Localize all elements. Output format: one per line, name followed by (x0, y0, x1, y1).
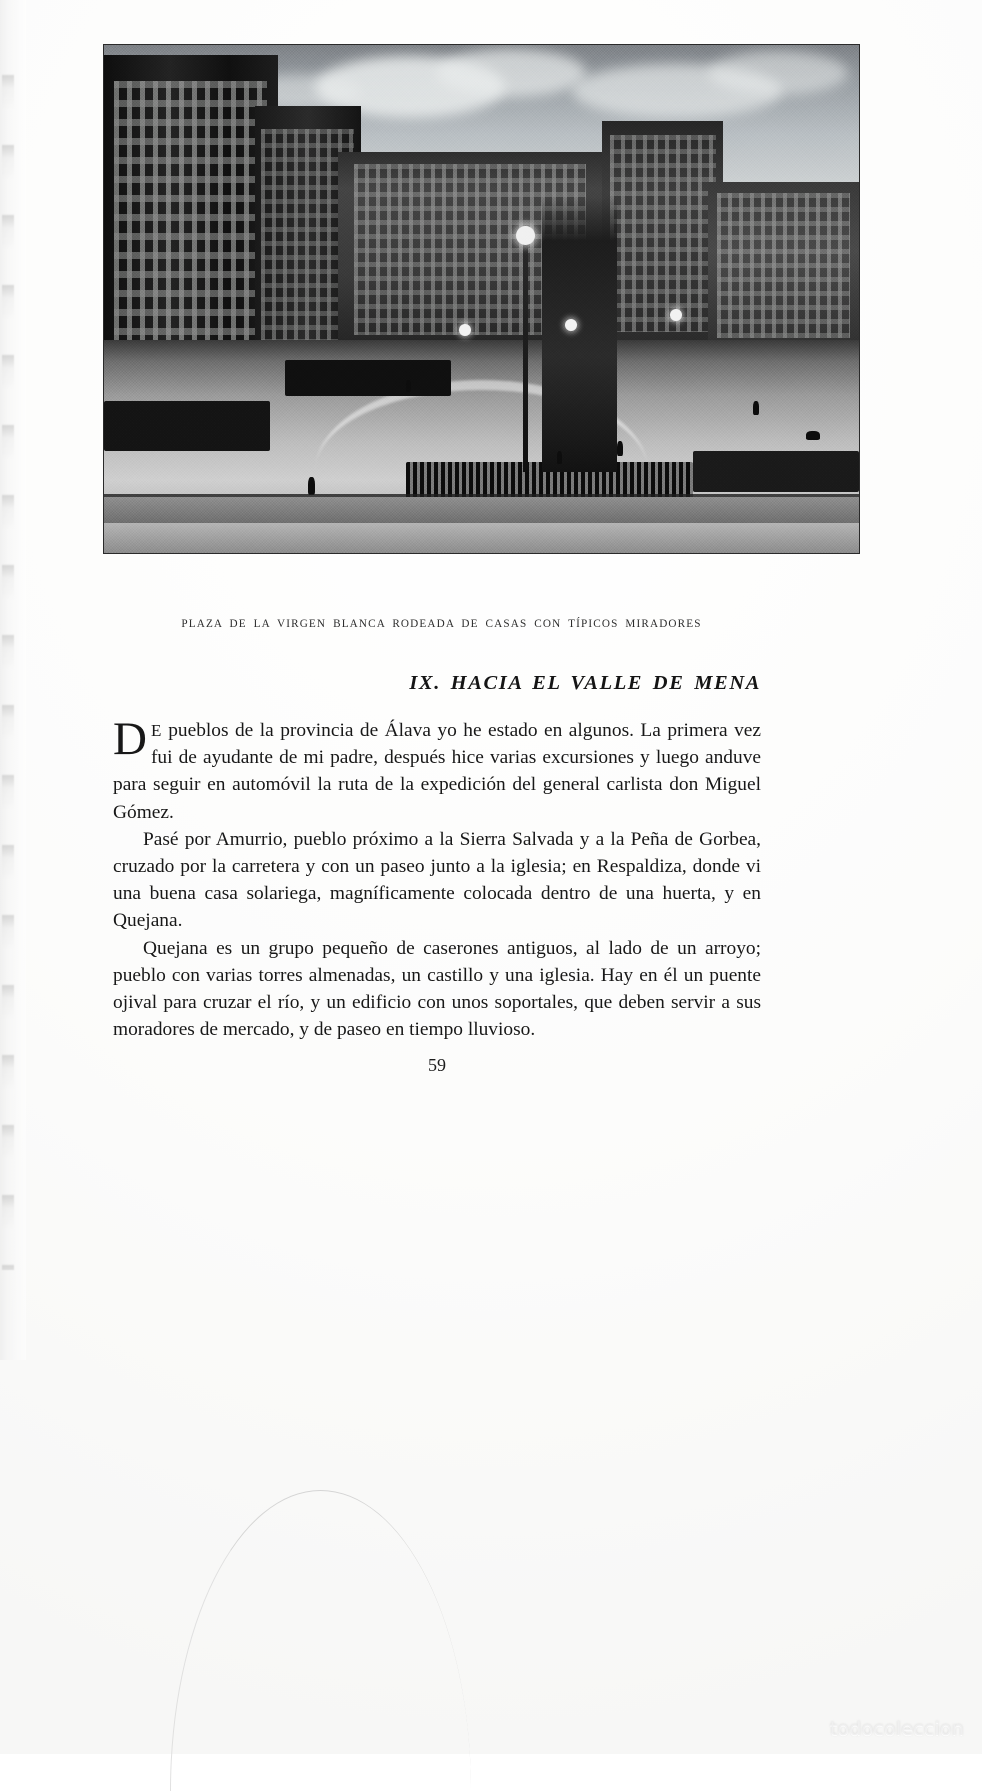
photo-person (617, 441, 623, 456)
chapter-heading: IX. HACIA EL VALLE DE MENA (409, 672, 761, 694)
body-paragraph-3: Quejana es un grupo pequeño de caserones antiguos, al lado de un arroyo; pueblo con varias torres almenadas, un castillo y una iglesia. Hay en él un puente ojival para cruzar el río, y un edificio con unos soportales, que deben servir a sus moradores de mercado, y de paseo en tiempo lluvioso. (113, 937, 761, 1041)
photo-person (406, 380, 411, 392)
photo-person (308, 477, 315, 495)
photograph-figure (104, 45, 859, 553)
body-paragraph-2: Pasé por Amurrio, pueblo próximo a la Sierra Salvada y a la Peña de Gorbea, cruzado por la carretera y con un paseo junto a la iglesia; en Respaldiza, donde vi una buena casa solariega, magníficamente colocada dentro de una huerta, y en Quejana. (113, 828, 761, 932)
cloud-icon (436, 49, 586, 97)
photo-person (557, 451, 562, 464)
cloud-icon (708, 51, 848, 95)
page-number: 59 (428, 1055, 446, 1075)
window-grid (717, 193, 850, 338)
photo-road (104, 497, 859, 522)
plaza-photograph (104, 45, 859, 553)
text-column (113, 672, 761, 1043)
photo-caption: PLAZA DE LA VIRGEN BLANCA RODEADA DE CASAS CON TÍPICOS MIRADORES (181, 618, 702, 630)
photo-hedge (104, 401, 270, 452)
photo-building-right-tower (602, 121, 723, 355)
scan-arc-artifact (170, 1490, 471, 1791)
photo-building-far-right (708, 182, 859, 355)
book-edge-artifact (0, 0, 26, 1360)
photo-hedge (693, 451, 859, 492)
photo-cart (806, 431, 820, 440)
body-paragraph-1 (113, 713, 761, 826)
window-grid (610, 135, 716, 331)
photo-lamppost (523, 238, 528, 472)
photo-person (753, 401, 759, 415)
body-paragraph-1-text: pueblos de la provincia de Álava yo he estado en algunos. La primera vez fui de ayudante de mi padre, después hice varias excursiones y luego anduve para seguir en automóvil la ruta de la expedición del general carlista don Miguel Gómez. (113, 720, 761, 823)
site-watermark: todocoleccion (829, 1718, 964, 1740)
photo-monument (542, 197, 618, 471)
photo-hedge (285, 360, 451, 396)
photo-lamp-globe (565, 319, 577, 331)
small-caps-lead: E (150, 721, 162, 740)
drop-cap: D (113, 713, 147, 765)
